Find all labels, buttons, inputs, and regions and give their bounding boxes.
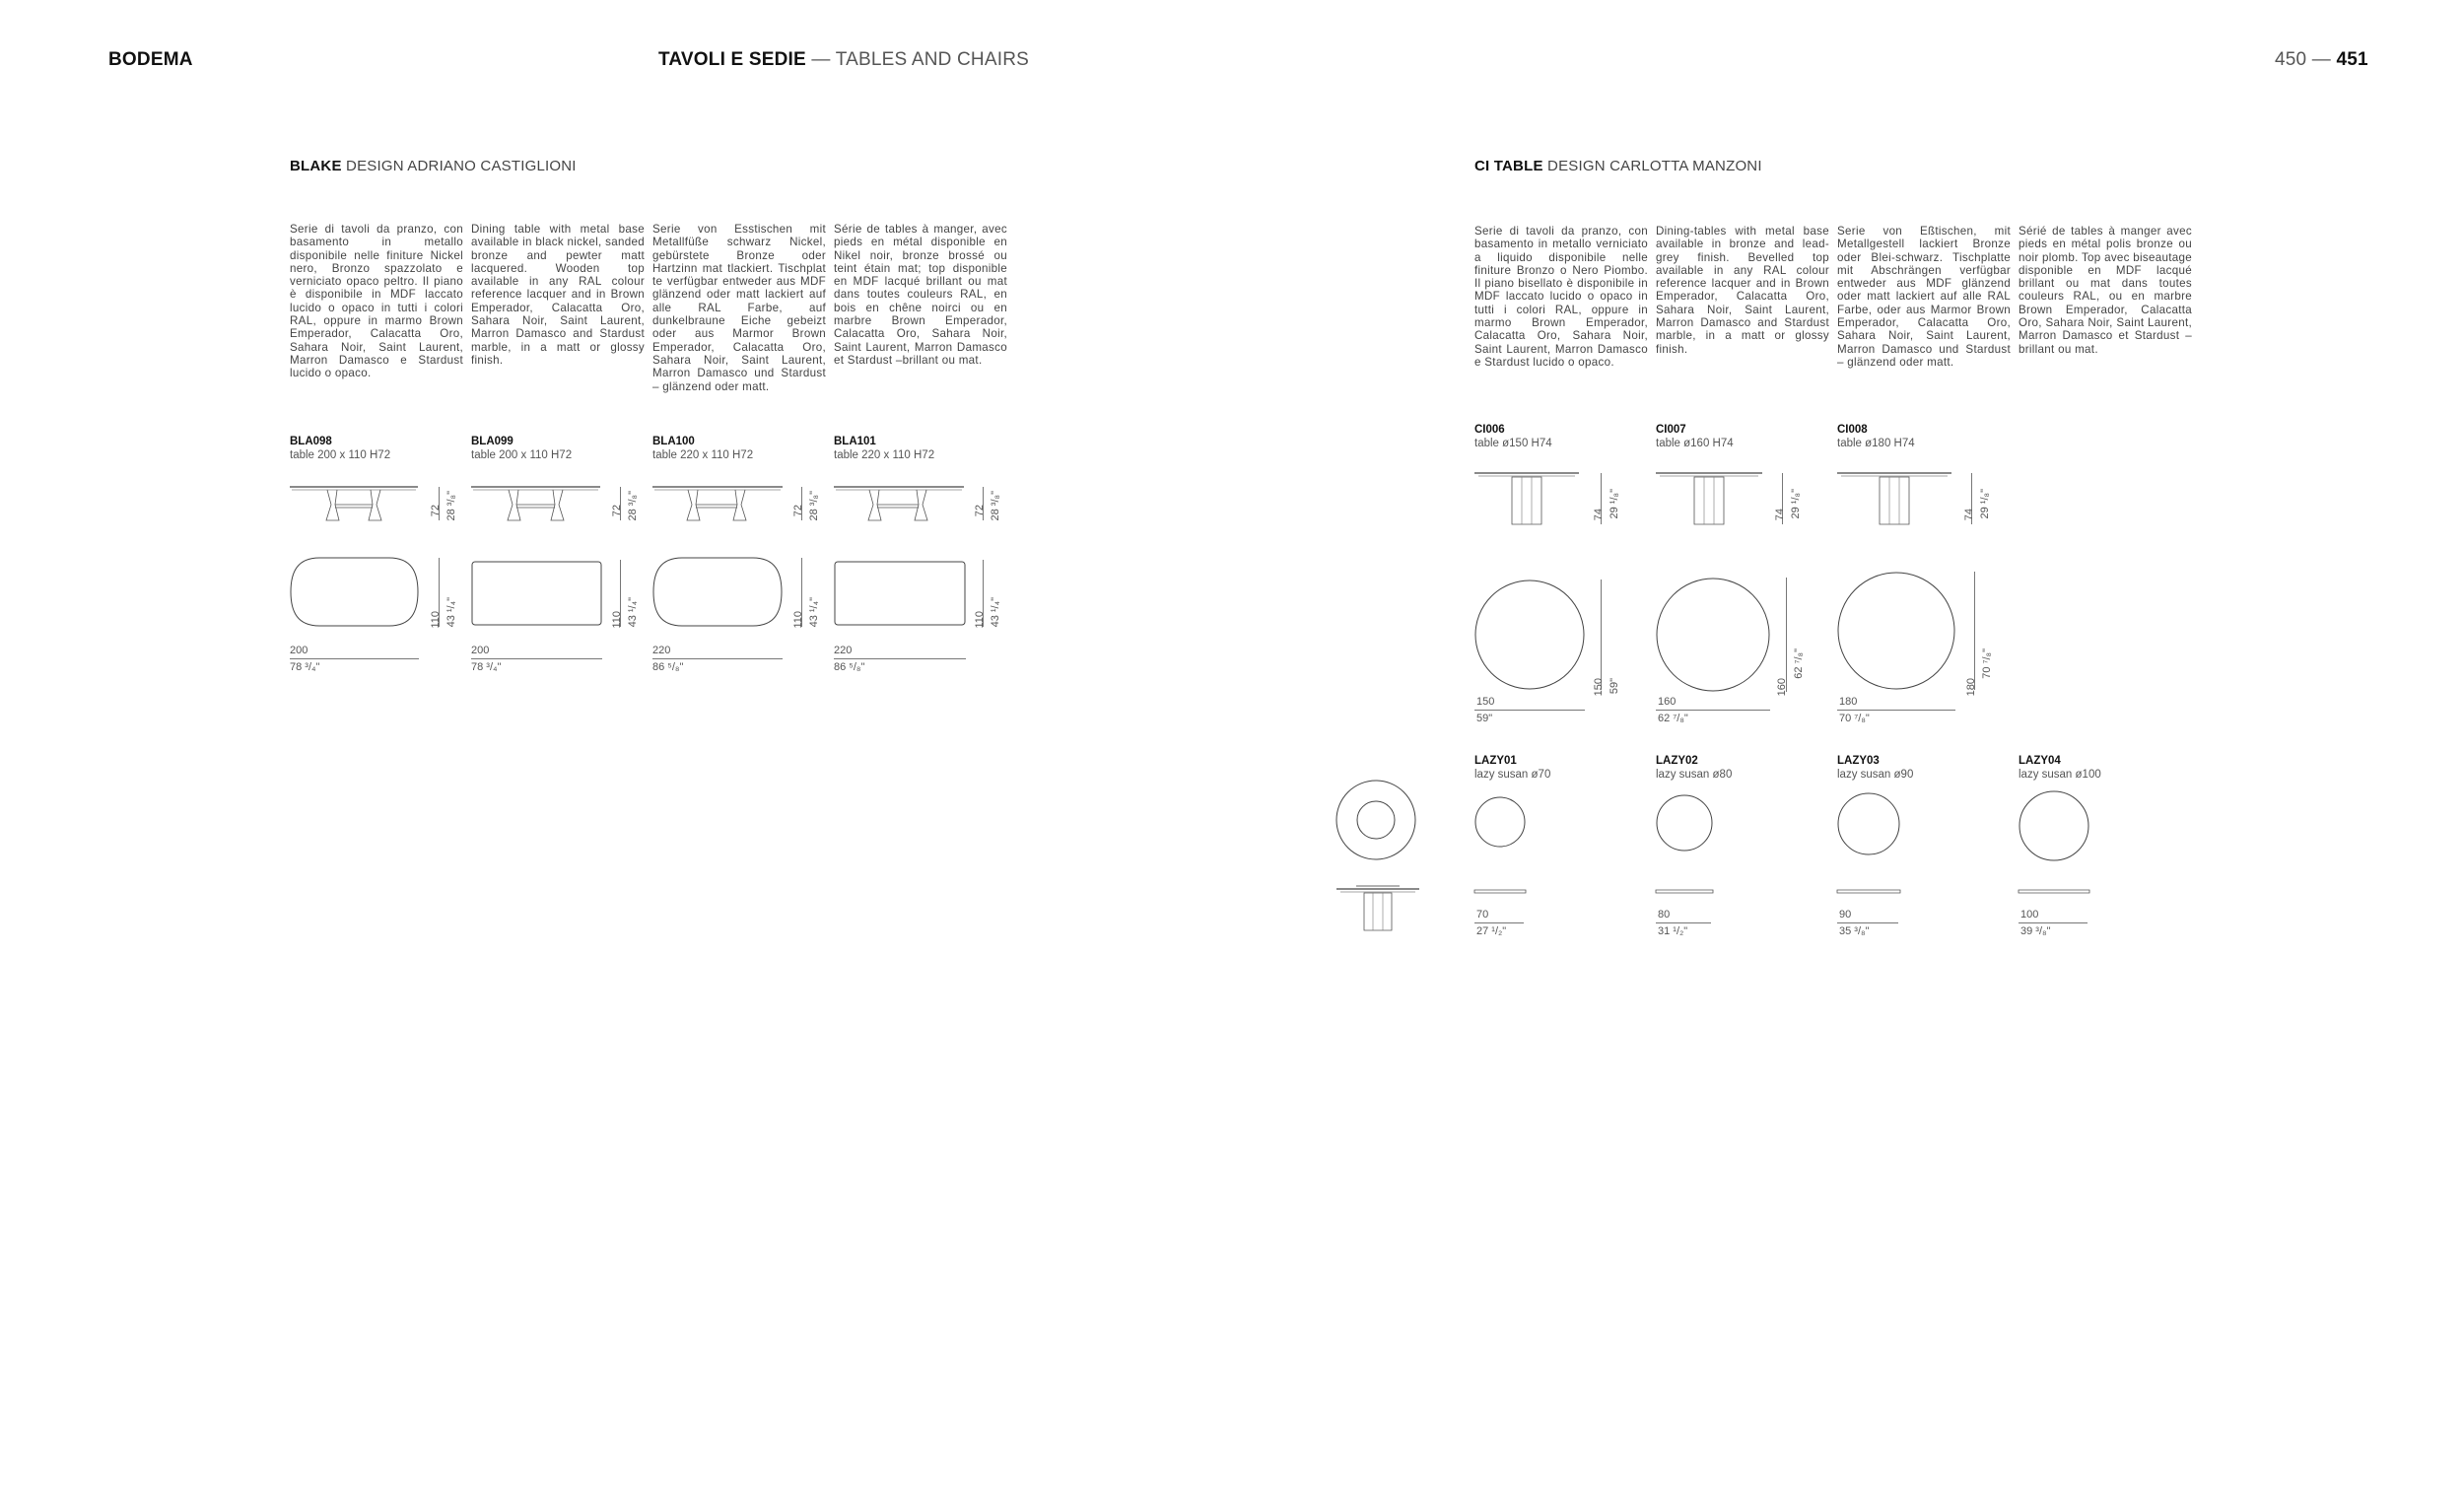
height-cm: 74 [1963, 509, 1975, 521]
side-elevation-drawing [1837, 889, 1900, 895]
top-view-drawing [1656, 578, 1770, 692]
diameter-label-inches: 59" [1476, 713, 1493, 724]
width-cm: 220 [834, 645, 853, 656]
height-inches: 29 ¹/₈" [1790, 489, 1802, 519]
top-view-drawing [834, 561, 966, 626]
depth-inches: 43 ¹/₄" [627, 597, 639, 628]
diameter-horizontal-line [1837, 710, 1955, 711]
product-ci007 [1656, 424, 1833, 729]
product-lazy04 [2019, 755, 2196, 952]
height-inches: 28 ³/₈" [445, 491, 457, 521]
product-desc: table 200 x 110 H72 [290, 449, 391, 461]
ci-table-designer: DESIGN CARLOTTA MANZONI [1547, 158, 1762, 174]
page-number-right: 451 [2336, 49, 2368, 70]
product-lazy03 [1837, 755, 2015, 952]
top-view-drawing [471, 561, 602, 626]
diameter-inches: 39 ³/₈" [2020, 925, 2051, 937]
diameter-inches: 27 ¹/₂" [1476, 925, 1507, 937]
depth-inches: 43 ¹/₄" [808, 597, 820, 628]
side-elevation-drawing [652, 485, 783, 522]
page-number-separator: — [2311, 49, 2331, 70]
ci-text-fr: Sérié de tables à manger avec pieds en métal polis bronze ou noir plomb. Top avec biseautage disponible en MDF lacqué brillant ou mat dans toutes couleurs RAL, ou en marbre Brown Emperador, Calacatta Oro, Sahara Noir, Saint Laurent, Marron Damasco et Stardust – brillant ou mat. [2019, 225, 2193, 356]
top-view-drawing [652, 557, 783, 627]
blake-name: BLAKE [290, 158, 342, 174]
diameter-inches: 70 ⁷/₈" [1981, 648, 1993, 679]
diameter-cm: 100 [2020, 909, 2039, 920]
depth-inches: 43 ¹/₄" [445, 597, 457, 628]
top-view-drawing [1474, 580, 1585, 690]
product-bla098 [290, 436, 467, 682]
product-ci008 [1837, 424, 2015, 729]
product-lazy02 [1656, 755, 1833, 952]
side-elevation-drawing [1656, 889, 1713, 895]
width-inches: 78 ³/₄" [471, 661, 502, 673]
product-code: BLA098 [290, 436, 332, 447]
diameter-label-cm: 150 [1476, 696, 1495, 708]
top-view-drawing [1656, 794, 1713, 852]
diameter-inches: 62 ⁷/₈" [1793, 648, 1805, 679]
height-inches: 28 ³/₈" [808, 491, 820, 521]
height-cm: 74 [1774, 509, 1786, 521]
width-cm: 220 [652, 645, 671, 656]
product-code: BLA100 [652, 436, 695, 447]
product-code: LAZY04 [2019, 755, 2061, 767]
product-desc: table 220 x 110 H72 [834, 449, 935, 461]
width-inches: 86 ⁵/₈" [834, 661, 865, 673]
product-bla101 [834, 436, 1011, 682]
page-number-left: 450 [2275, 49, 2307, 70]
diameter-cm: 180 [1965, 678, 1977, 697]
height-cm: 72 [611, 505, 623, 517]
height-cm: 72 [974, 505, 986, 517]
title-bold: TAVOLI E SEDIE [658, 49, 806, 70]
height-cm: 74 [1593, 509, 1605, 521]
ci-text-en: Dining-tables with metal base available in bronze and lead-grey finish. Bevelled top available in any RAL colour reference lacquer and in Brown Emperador, Calacatta Oro, Sahara Noir, Saint Laurent, Marron Damasco and Stardust marble, in a matt or glossy finish. [1656, 225, 1829, 356]
diameter-horizontal-line [1474, 710, 1585, 711]
height-inches: 28 ³/₈" [627, 491, 639, 521]
width-dim-line [471, 658, 602, 659]
diameter-dim-line [2019, 922, 2088, 923]
side-elevation-drawing [1837, 471, 1951, 526]
ci-table-name: CI TABLE [1474, 158, 1543, 174]
side-elevation-drawing [471, 485, 600, 522]
product-desc: table 220 x 110 H72 [652, 449, 754, 461]
page-numbers [2275, 49, 2368, 71]
width-dim-line [290, 658, 419, 659]
table-with-lazy-susan-side-illustration [1336, 885, 1419, 932]
diameter-inches: 35 ³/₈" [1839, 925, 1870, 937]
width-dim-line [834, 658, 966, 659]
product-desc: lazy susan ø80 [1656, 769, 1733, 781]
width-cm: 200 [290, 645, 308, 656]
diameter-label-cm: 180 [1839, 696, 1858, 708]
ci-text-de: Serie von Eßtischen, mit Metallgestell lackiert Bronze oder Blei-schwarz. Tischplatte mit Abschrängen verfügbar entweder aus MDF glänzend oder matt lackiert auf alle RAL Farbe, oder aus Marmor Brown Emperador, Calacatta Oro, Sahara Noir, Saint Laurent, Marron Damasco und Stardust – glänzend oder matt. [1837, 225, 2011, 369]
blake-text-fr: Série de tables à manger, avec pieds en métal disponible en Nikel noir, bronze brossé ou teint étain mat; top disponible en MDF lacqué brillant ou mat dans toutes couleurs RAL, en bois en chêne noirci ou en marbre Brown Emperador, Calacatta Oro, Sahara Noir, Saint Laurent, Marron Damasco et Stardust –brillant ou mat. [834, 223, 1007, 367]
product-bla100 [652, 436, 830, 682]
width-inches: 78 ³/₄" [290, 661, 320, 673]
depth-cm: 110 [792, 611, 804, 629]
side-elevation-drawing [1656, 471, 1762, 526]
diameter-dim-line [1656, 922, 1711, 923]
product-desc: table ø180 H74 [1837, 438, 1915, 449]
product-code: BLA099 [471, 436, 513, 447]
blake-section-title [290, 158, 577, 174]
lazy-susan-top-view-illustration [1335, 779, 1417, 861]
diameter-dim-line [1974, 572, 1975, 690]
brand-name: BODEMA [108, 49, 193, 70]
diameter-dim-line [1837, 922, 1898, 923]
product-code: BLA101 [834, 436, 876, 447]
diameter-cm: 70 [1476, 909, 1489, 920]
side-elevation-drawing [834, 485, 964, 522]
depth-inches: 43 ¹/₄" [990, 597, 1001, 628]
diameter-cm: 90 [1839, 909, 1852, 920]
width-cm: 200 [471, 645, 490, 656]
product-ci006 [1474, 424, 1652, 729]
side-elevation-drawing [2019, 889, 2089, 895]
side-elevation-drawing [1474, 889, 1526, 895]
diameter-cm: 150 [1593, 678, 1605, 697]
side-elevation-drawing [290, 485, 418, 522]
product-desc: table 200 x 110 H72 [471, 449, 573, 461]
top-view-drawing [2019, 790, 2089, 861]
height-cm: 72 [430, 505, 442, 517]
product-code: CI007 [1656, 424, 1686, 436]
height-inches: 28 ³/₈" [990, 491, 1001, 521]
top-view-drawing [1474, 796, 1526, 848]
diameter-cm: 80 [1658, 909, 1671, 920]
side-elevation-drawing [1474, 471, 1579, 526]
ci-text-it: Serie di tavoli da pranzo, con basamento in metallo verniciato a liquido disponibile nelle finiture Bronzo o Nero Piombo. Il piano bisellato è disponibile in MDF laccato lucido o opaco in tutti i colori RAL, oppure in marmo Brown Emperador, Calacatta Oro, Sahara Noir, Saint Laurent, Marron Damasco e Stardust lucido o opaco. [1474, 225, 1648, 369]
diameter-label-inches: 62 ⁷/₈" [1658, 713, 1688, 724]
diameter-inches: 59" [1608, 678, 1620, 695]
blake-text-de: Serie von Esstischen mit Metallfüße schwarz Nickel, gebürstete Bronze oder Hartzinn mat tlackiert. Tischplat te verfügbar entweder aus MDF glänzend oder matt lackiert auf alle RAL Farbe, auf dunkelbraune Eiche gebeizt oder aus Marmor Brown Emperador, Calacatta Oro, Sahara Noir, Saint Laurent, Marron Damasco und Stardust – glänzend oder matt. [652, 223, 826, 393]
diameter-dim-line [1786, 578, 1787, 692]
blake-text-it: Serie di tavoli da pranzo, con basamento in metallo disponibile nelle finiture Nickel nero, Bronzo spazzolato e verniciato opaco peltro. Il piano è disponibile in MDF laccato lucido o opaco in tutti i colori RAL, oppure in marmo Brown Emperador, Calacatta Oro, Sahara Noir, Saint Laurent, Marron Damasco e Stardust lucido o opaco. [290, 223, 463, 380]
height-inches: 29 ¹/₈" [1979, 489, 1991, 519]
diameter-label-cm: 160 [1658, 696, 1677, 708]
diameter-cm: 160 [1776, 678, 1788, 697]
product-code: LAZY02 [1656, 755, 1698, 767]
product-desc: table ø160 H74 [1656, 438, 1734, 449]
product-code: LAZY01 [1474, 755, 1517, 767]
product-desc: table ø150 H74 [1474, 438, 1552, 449]
product-desc: lazy susan ø100 [2019, 769, 2101, 781]
title-separator: — [811, 49, 831, 70]
top-view-drawing [290, 557, 419, 627]
top-view-drawing [1837, 572, 1955, 690]
product-code: LAZY03 [1837, 755, 1880, 767]
diameter-horizontal-line [1656, 710, 1770, 711]
height-inches: 29 ¹/₈" [1608, 489, 1620, 519]
depth-cm: 110 [430, 611, 442, 629]
product-bla099 [471, 436, 649, 682]
height-cm: 72 [792, 505, 804, 517]
product-code: CI006 [1474, 424, 1505, 436]
blake-text-en: Dining table with metal base available in black nickel, sanded bronze and pewter matt lacquered. Wooden top available in any RAL colour reference lacquer and in Brown Emperador, Calacatta Oro, Sahara Noir, Saint Laurent, Marron Damasco and Stardust marble, in a matt or glossy finish. [471, 223, 645, 367]
depth-cm: 110 [974, 611, 986, 629]
page-title [658, 49, 1029, 71]
width-inches: 86 ⁵/₈" [652, 661, 684, 673]
product-code: CI008 [1837, 424, 1868, 436]
depth-cm: 110 [611, 611, 623, 629]
diameter-label-inches: 70 ⁷/₈" [1839, 713, 1870, 724]
width-dim-line [652, 658, 783, 659]
product-desc: lazy susan ø70 [1474, 769, 1551, 781]
diameter-dim-line [1601, 580, 1602, 690]
diameter-dim-line [1474, 922, 1524, 923]
product-lazy01 [1474, 755, 1652, 952]
product-desc: lazy susan ø90 [1837, 769, 1914, 781]
ci-table-section-title [1474, 158, 1762, 174]
title-light: TABLES AND CHAIRS [835, 49, 1030, 70]
diameter-inches: 31 ¹/₂" [1658, 925, 1688, 937]
blake-designer: DESIGN ADRIANO CASTIGLIONI [346, 158, 577, 174]
top-view-drawing [1837, 792, 1900, 855]
